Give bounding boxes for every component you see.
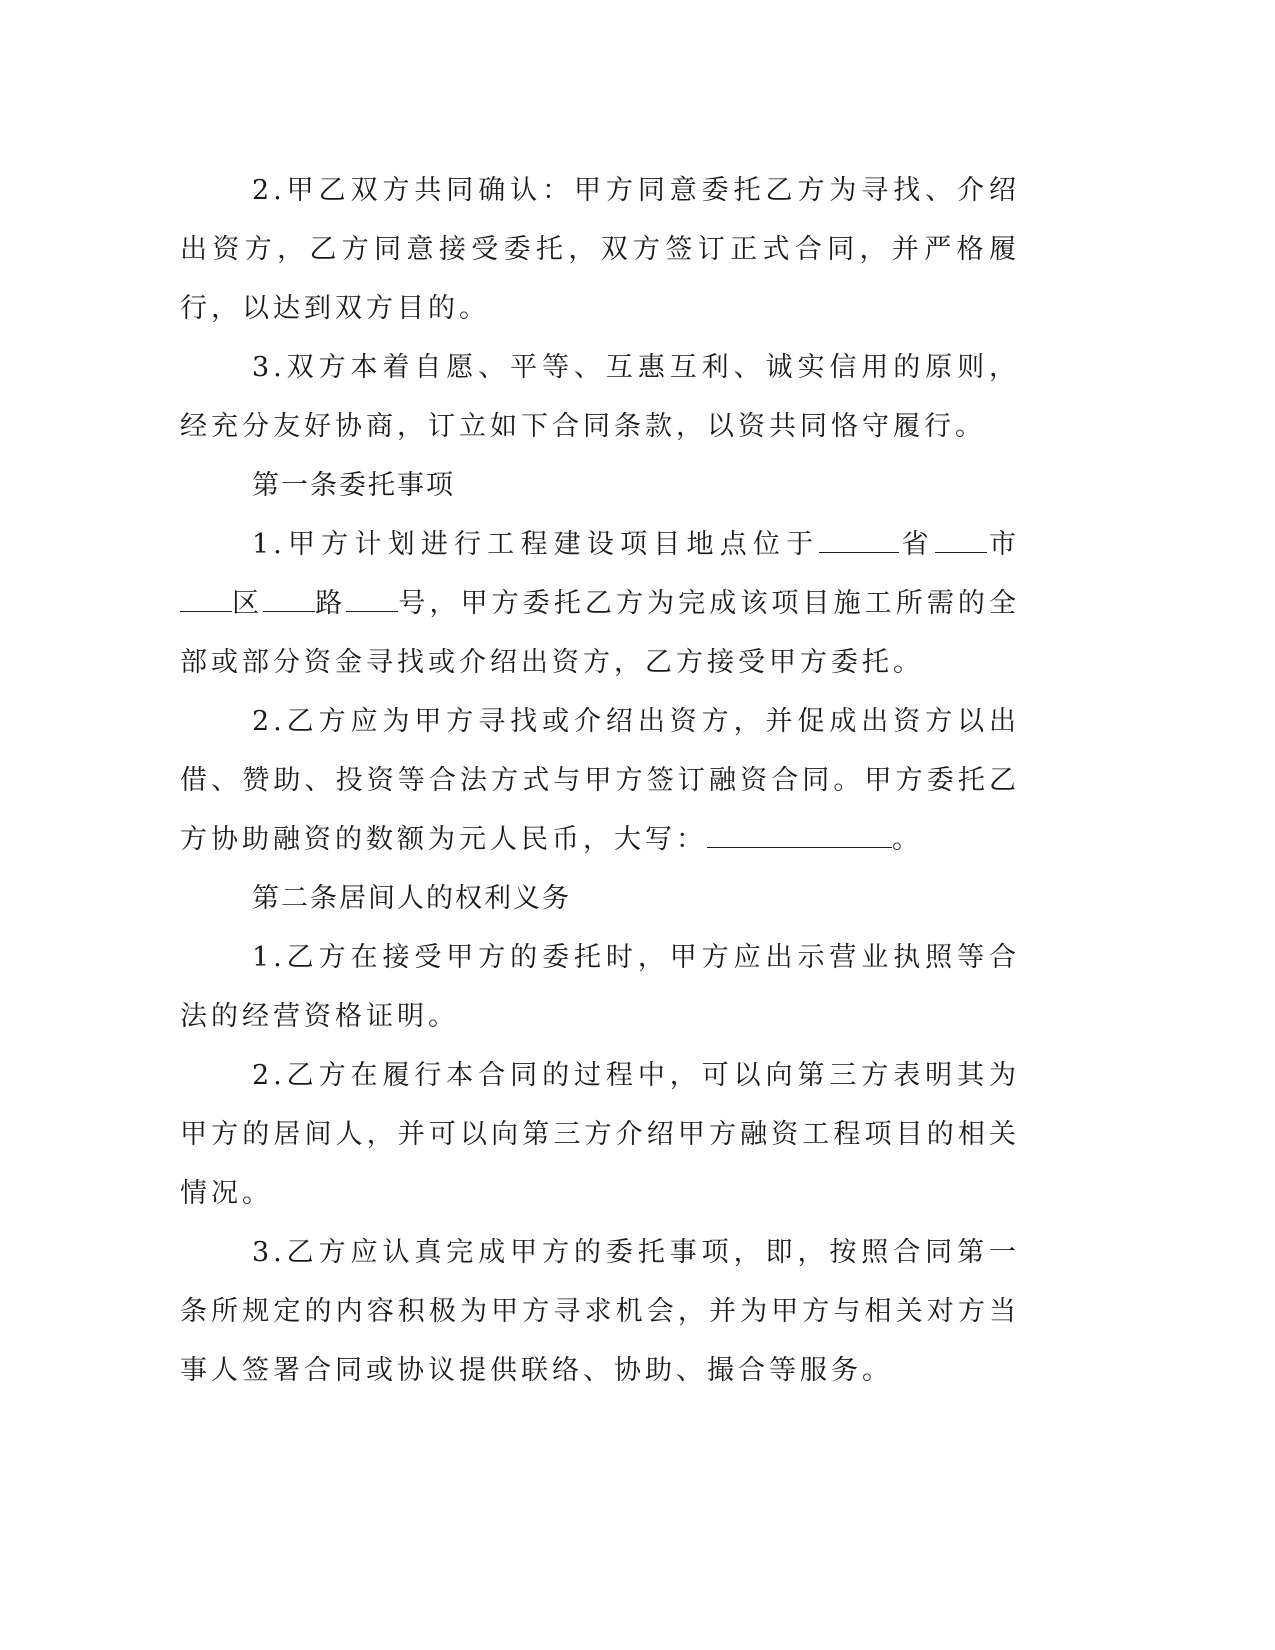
province-blank (819, 528, 899, 553)
amount-in-words-blank (707, 823, 892, 848)
paragraph-confirmation: 2.甲乙双方共同确认：甲方同意委托乙方为寻找、介绍出资方，乙方同意接受委托，双方签订正式合同，并严格履行，以达到双方目的。 (180, 175, 1020, 324)
paragraph-intermediary-duties: 3.乙方应认真完成甲方的委托事项，即，按照合同第一条所规定的内容积极为甲方寻求机会，并为甲方与相关对方当事人签署合同或协议提供联络、协助、撮合等服务。 (180, 1237, 1020, 1386)
location-text-a: 1.甲方计划进行工程建设项目地点位于 (252, 529, 820, 560)
heading-article-2: 第二条居间人的权利义务 (252, 883, 571, 914)
location-text-rest: 号，甲方委托乙方为完成该项目施工所需的全部或部分资金寻找或介绍出资方，乙方接受甲方委托。 (180, 588, 1021, 678)
financing-text-end: 。 (892, 824, 923, 855)
financing-text: 2.乙方应为甲方寻找或介绍出资方，并促成出资方以出借、赞助、投资等合法方式与甲方签订融资合同。甲方委托乙方协助融资的数额为元人民币，大写： (180, 706, 1020, 855)
paragraph-project-location (180, 515, 1020, 692)
document-body (180, 161, 1020, 1400)
district-blank (180, 587, 232, 612)
paragraph-business-license: 1.乙方在接受甲方的委托时，甲方应出示营业执照等合法的经营资格证明。 (180, 942, 1020, 1032)
city-blank (935, 528, 987, 553)
number-blank (346, 587, 398, 612)
location-text-road: 路 (315, 588, 347, 619)
paragraph-principles: 3.双方本着自愿、平等、互惠互利、诚实信用的原则，经充分友好协商，订立如下合同条款，以资共同恪守履行。 (180, 352, 1020, 442)
location-text-city: 市 (986, 529, 1021, 560)
paragraph-financing-amount (180, 692, 1020, 869)
heading-article-1: 第一条委托事项 (252, 470, 455, 501)
location-text-district: 区 (232, 588, 264, 619)
location-text-province: 省 (899, 529, 935, 560)
road-blank (263, 587, 315, 612)
paragraph-intermediary-role: 2.乙方在履行本合同的过程中，可以向第三方表明其为甲方的居间人，并可以向第三方介绍甲方融资工程项目的相关情况。 (180, 1060, 1020, 1209)
